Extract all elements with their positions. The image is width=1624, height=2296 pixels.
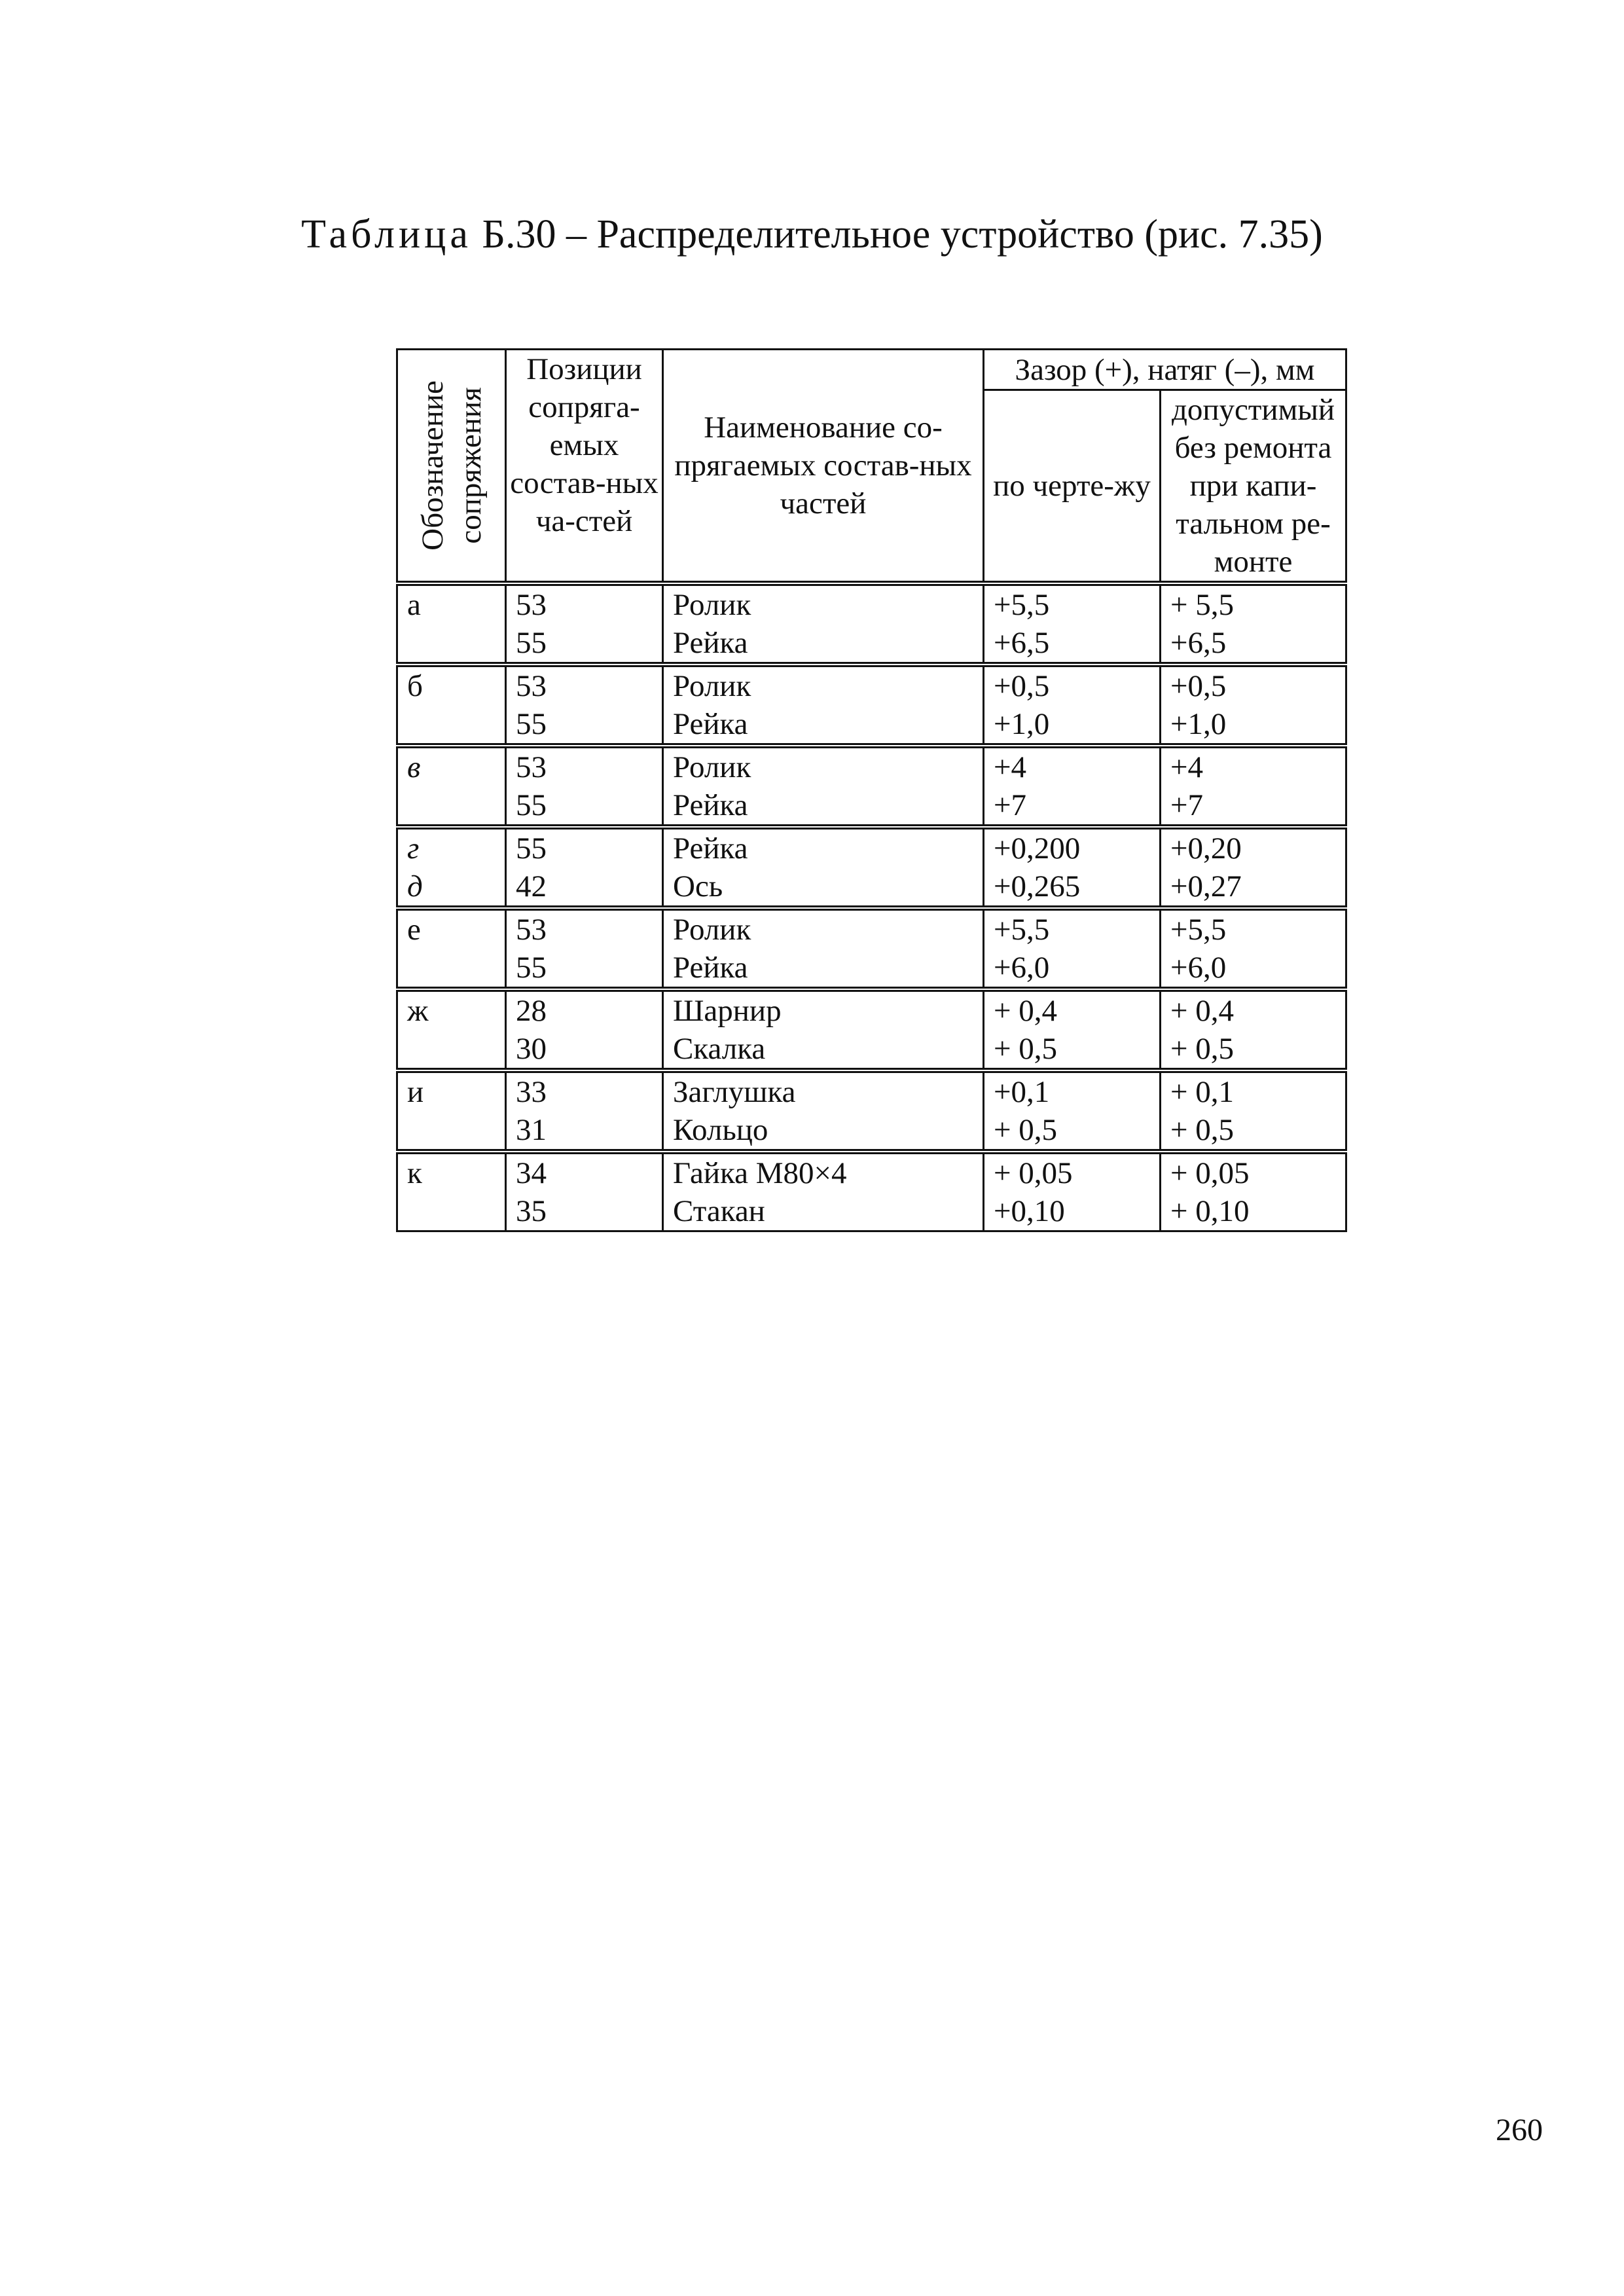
cell-allowable-value: +6,5 <box>1170 626 1227 660</box>
cell-part-name-value: Рейка <box>673 831 748 866</box>
cell-allowable <box>1161 1070 1346 1152</box>
header-gap-interference: Зазор (+), натяг (–), мм <box>984 350 1346 390</box>
header-positions: Позиции сопряга-емых состав-ных ча-стей <box>506 350 663 584</box>
cell-position-value: 55 <box>516 707 547 741</box>
cell-position <box>506 746 663 827</box>
cell-by-drawing <box>984 583 1161 665</box>
cell-designation-value <box>407 1111 505 1149</box>
cell-allowable-value: + 0,05 <box>1170 1156 1250 1190</box>
cell-by-drawing-value: +0,10 <box>994 1194 1065 1228</box>
cell-position-value: 53 <box>516 913 547 947</box>
cell-designation <box>397 827 506 908</box>
cell-allowable-value: + 0,4 <box>1170 994 1235 1028</box>
cell-designation <box>397 908 506 989</box>
cell-by-drawing-value: +6,0 <box>994 951 1050 985</box>
cell-position-value: 55 <box>516 951 547 985</box>
cell-position-value: 28 <box>516 994 547 1028</box>
cell-position <box>506 827 663 908</box>
header-designation-text: Обозначение сопряжения <box>415 380 488 551</box>
cell-position-value: 35 <box>516 1194 547 1228</box>
cell-position-value: 31 <box>516 1113 547 1147</box>
cell-position <box>506 908 663 989</box>
table-row <box>397 583 1346 665</box>
cell-part-name-value: Ось <box>673 869 723 903</box>
cell-by-drawing-value: +5,5 <box>994 588 1050 622</box>
cell-part-name-value: Гайка М80×4 <box>673 1156 847 1190</box>
cell-position <box>506 665 663 746</box>
cell-by-drawing <box>984 989 1161 1070</box>
table-row <box>397 1070 1346 1152</box>
cell-part-name-value: Рейка <box>673 951 748 985</box>
cell-by-drawing-value: +5,5 <box>994 913 1050 947</box>
cell-designation-value: г <box>407 831 420 866</box>
cell-by-drawing <box>984 827 1161 908</box>
cell-position <box>506 1070 663 1152</box>
header-allowable: допустимый без ремонта при капи-тальном ре-монте <box>1161 390 1346 584</box>
cell-allowable-value: + 0,10 <box>1170 1194 1250 1228</box>
cell-part-name-value: Ролик <box>673 669 751 703</box>
cell-part-name-value: Рейка <box>673 707 748 741</box>
cell-position <box>506 989 663 1070</box>
cell-designation-value <box>407 949 505 987</box>
cell-designation-value <box>407 1030 505 1068</box>
cell-allowable <box>1161 1152 1346 1231</box>
cell-designation-value: и <box>407 1075 424 1109</box>
cell-part-name-value: Стакан <box>673 1194 765 1228</box>
cell-part-name-value: Шарнир <box>673 994 782 1028</box>
cell-designation-value <box>407 1192 505 1230</box>
cell-designation-value: б <box>407 669 423 703</box>
cell-allowable-value: + 0,5 <box>1170 1113 1235 1147</box>
cell-designation <box>397 989 506 1070</box>
mating-parts-table <box>396 348 1347 1232</box>
cell-designation-value <box>407 624 505 662</box>
cell-by-drawing <box>984 746 1161 827</box>
cell-allowable <box>1161 583 1346 665</box>
table-body <box>397 583 1346 1231</box>
cell-allowable <box>1161 746 1346 827</box>
cell-position <box>506 583 663 665</box>
cell-designation-value: к <box>407 1156 422 1190</box>
cell-by-drawing-value: + 0,5 <box>994 1032 1058 1066</box>
cell-allowable-value: +1,0 <box>1170 707 1227 741</box>
cell-designation-value: в <box>407 750 421 784</box>
cell-by-drawing-value: + 0,4 <box>994 994 1058 1028</box>
table-row <box>397 665 1346 746</box>
cell-part-name <box>663 908 984 989</box>
cell-designation <box>397 1070 506 1152</box>
cell-position-value: 55 <box>516 788 547 822</box>
cell-position-value: 42 <box>516 869 547 903</box>
cell-by-drawing-value: +4 <box>994 750 1027 784</box>
cell-by-drawing-value: +7 <box>994 788 1027 822</box>
cell-part-name-value: Скалка <box>673 1032 766 1066</box>
cell-designation-value: д <box>407 869 423 903</box>
cell-position-value: 55 <box>516 626 547 660</box>
cell-part-name-value: Рейка <box>673 788 748 822</box>
cell-position-value: 33 <box>516 1075 547 1109</box>
cell-part-name-value: Рейка <box>673 626 748 660</box>
cell-part-name-value: Ролик <box>673 750 751 784</box>
cell-allowable-value: + 0,1 <box>1170 1075 1235 1109</box>
cell-allowable-value: +7 <box>1170 788 1204 822</box>
cell-allowable <box>1161 908 1346 989</box>
cell-by-drawing <box>984 1070 1161 1152</box>
cell-by-drawing-value: +0,1 <box>994 1075 1050 1109</box>
cell-designation <box>397 1152 506 1231</box>
cell-part-name-value: Кольцо <box>673 1113 768 1147</box>
cell-part-name <box>663 1070 984 1152</box>
table-row <box>397 1152 1346 1231</box>
table-header <box>397 350 1346 584</box>
cell-designation-value: а <box>407 588 421 622</box>
cell-part-name <box>663 989 984 1070</box>
cell-position-value: 53 <box>516 588 547 622</box>
cell-by-drawing-value: +0,5 <box>994 669 1050 703</box>
cell-position-value: 53 <box>516 750 547 784</box>
cell-by-drawing-value: + 0,05 <box>994 1156 1073 1190</box>
cell-part-name-value: Заглушка <box>673 1075 796 1109</box>
cell-part-name <box>663 1152 984 1231</box>
cell-part-name <box>663 583 984 665</box>
cell-part-name <box>663 827 984 908</box>
cell-designation-value <box>407 786 505 824</box>
cell-allowable <box>1161 665 1346 746</box>
cell-by-drawing-value: +6,5 <box>994 626 1050 660</box>
table-row <box>397 827 1346 908</box>
header-designation <box>397 350 506 584</box>
cell-by-drawing-value: +0,265 <box>994 869 1081 903</box>
table-row <box>397 746 1346 827</box>
cell-position-value: 55 <box>516 831 547 866</box>
cell-allowable-value: +0,27 <box>1170 869 1242 903</box>
cell-by-drawing <box>984 665 1161 746</box>
cell-allowable-value: +5,5 <box>1170 913 1227 947</box>
cell-by-drawing <box>984 1152 1161 1231</box>
table-title-lead: Таблица <box>301 212 472 257</box>
cell-part-name <box>663 746 984 827</box>
cell-position <box>506 1152 663 1231</box>
cell-by-drawing <box>984 908 1161 989</box>
cell-designation <box>397 583 506 665</box>
table-row <box>397 908 1346 989</box>
cell-designation-value: ж <box>407 994 429 1028</box>
cell-position-value: 34 <box>516 1156 547 1190</box>
cell-allowable <box>1161 827 1346 908</box>
cell-designation <box>397 665 506 746</box>
cell-allowable-value: + 0,5 <box>1170 1032 1235 1066</box>
cell-part-name-value: Ролик <box>673 588 751 622</box>
cell-part-name-value: Ролик <box>673 913 751 947</box>
cell-designation <box>397 746 506 827</box>
cell-designation-value: е <box>407 913 421 947</box>
header-by-drawing: по черте-жу <box>984 390 1161 584</box>
cell-designation-value <box>407 705 505 743</box>
cell-by-drawing-value: + 0,5 <box>994 1113 1058 1147</box>
table-title <box>0 208 1624 261</box>
cell-by-drawing-value: +1,0 <box>994 707 1050 741</box>
table-title-text: Б.30 – Распределительное устройство (рис. 7.35) <box>482 212 1323 257</box>
cell-position-value: 53 <box>516 669 547 703</box>
table-row <box>397 989 1346 1070</box>
cell-allowable-value: +0,20 <box>1170 831 1242 866</box>
header-part-name: Наименование со-прягаемых состав-ных частей <box>663 350 984 584</box>
cell-part-name <box>663 665 984 746</box>
cell-allowable <box>1161 989 1346 1070</box>
page-number: 260 <box>1496 2113 1543 2147</box>
cell-by-drawing-value: +0,200 <box>994 831 1081 866</box>
cell-allowable-value: +4 <box>1170 750 1204 784</box>
cell-allowable-value: + 5,5 <box>1170 588 1235 622</box>
cell-position-value: 30 <box>516 1032 547 1066</box>
cell-allowable-value: +6,0 <box>1170 951 1227 985</box>
cell-allowable-value: +0,5 <box>1170 669 1227 703</box>
